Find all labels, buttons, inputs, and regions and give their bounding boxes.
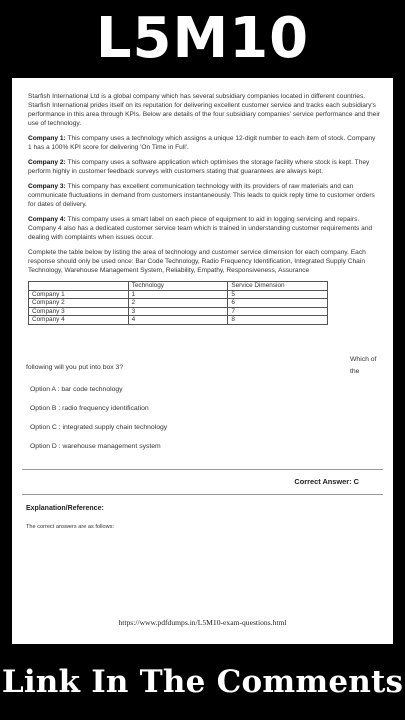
divider — [22, 494, 383, 495]
option-a[interactable]: Option A : bar code technology — [30, 386, 123, 393]
options-list — [30, 384, 167, 460]
table-cell: 1 — [128, 290, 228, 299]
company-1-label: Company 1: — [28, 135, 66, 142]
source-url[interactable]: https://www.pdfdumps.in/L5M10-exam-questions.html — [118, 618, 287, 627]
table-cell: 7 — [228, 307, 328, 316]
table-header-cell: Service Dimension — [228, 282, 328, 291]
answer-table — [28, 281, 328, 325]
question-prompt-part1: Which of the — [350, 356, 377, 375]
company-3-paragraph — [28, 182, 380, 209]
question-body — [28, 92, 380, 325]
table-header-cell: Technology — [128, 282, 228, 291]
exam-page — [12, 78, 393, 644]
table-header-row — [29, 282, 328, 291]
company-2-text: This company uses a software application which optimises the storage facility where stock is kept. They perform highly in customer feedback surveys with customers stating that guarantees are always kept. — [28, 159, 370, 175]
company-1-paragraph — [28, 134, 380, 152]
table-row — [29, 290, 328, 299]
option-d[interactable]: Option D : warehouse management system — [30, 443, 161, 450]
table-cell: 4 — [128, 316, 228, 325]
question-prompt-part2: following will you put into box 3? — [26, 364, 124, 371]
table-cell: 6 — [228, 299, 328, 308]
table-cell: Company 3 — [29, 307, 129, 316]
bottom-banner — [0, 644, 405, 720]
instructions-paragraph: Complete the table below by listing the area of technology and customer service dimension for each company. Each response should only be used once: Bar Code Technology, Radio Frequency Identification, Integrated Supply Chain Technology, Warehouse Management System, Reliability, Empathy, Responsiveness, Assurance — [28, 249, 366, 274]
company-4-text: This company uses a smart label on each piece of equipment to aid in logging servicing and repairs. Company 4 also has a dedicated customer service team which is trained in understanding customer requirements and dealing with complaints when issues occur. — [28, 216, 373, 241]
divider — [22, 469, 383, 470]
table-row — [29, 299, 328, 308]
correct-answer: Correct Answer: C — [294, 477, 359, 486]
company-2-paragraph — [28, 158, 380, 176]
company-2-label: Company 2: — [28, 159, 66, 166]
company-4-label: Company 4: — [28, 216, 66, 223]
banner-title: L5M10 — [95, 6, 310, 71]
table-row — [29, 316, 328, 325]
table-cell: 3 — [128, 307, 228, 316]
table-cell: 8 — [228, 316, 328, 325]
company-4-paragraph — [28, 215, 380, 242]
option-b[interactable]: Option B : radio frequency identification — [30, 405, 149, 412]
top-banner — [0, 0, 405, 78]
table-cell: Company 2 — [29, 299, 129, 308]
company-1-text: This company uses a technology which assigns a unique 12-digit number to each item of stock. Company 1 has a 100% KPI score for delivering 'On Time in Full'. — [28, 135, 376, 151]
intro-paragraph: Starfish International Ltd is a global company which has several subsidiary companies located in different countries. Starfish International prides itself on its reputation for delivering excellent customer service and tracks each subsidiary's performance in this area through KPIs. Below are details of the four subsidiary companies' service performance and their use of technology. — [28, 93, 381, 127]
table-cell: 2 — [128, 299, 228, 308]
cta-text: Link In The Comments — [1, 663, 404, 700]
table-cell: 5 — [228, 290, 328, 299]
table-cell: Company 4 — [29, 316, 129, 325]
company-3-label: Company 3: — [28, 183, 66, 190]
explanation-title: Explanation/Reference: — [26, 505, 104, 512]
table-header-cell — [29, 282, 129, 291]
explanation-text: The correct answers are as follows: — [26, 524, 114, 530]
table-row — [29, 307, 328, 316]
option-c[interactable]: Option C : integrated supply chain technology — [30, 424, 168, 431]
company-3-text: This company has excellent communication technology with its providers of raw materials and can communicate fluctuations in demand from customers instantaneously. This leads to quick reply time to customer orders for dates of delivery. — [28, 183, 375, 208]
table-cell: Company 1 — [29, 290, 129, 299]
